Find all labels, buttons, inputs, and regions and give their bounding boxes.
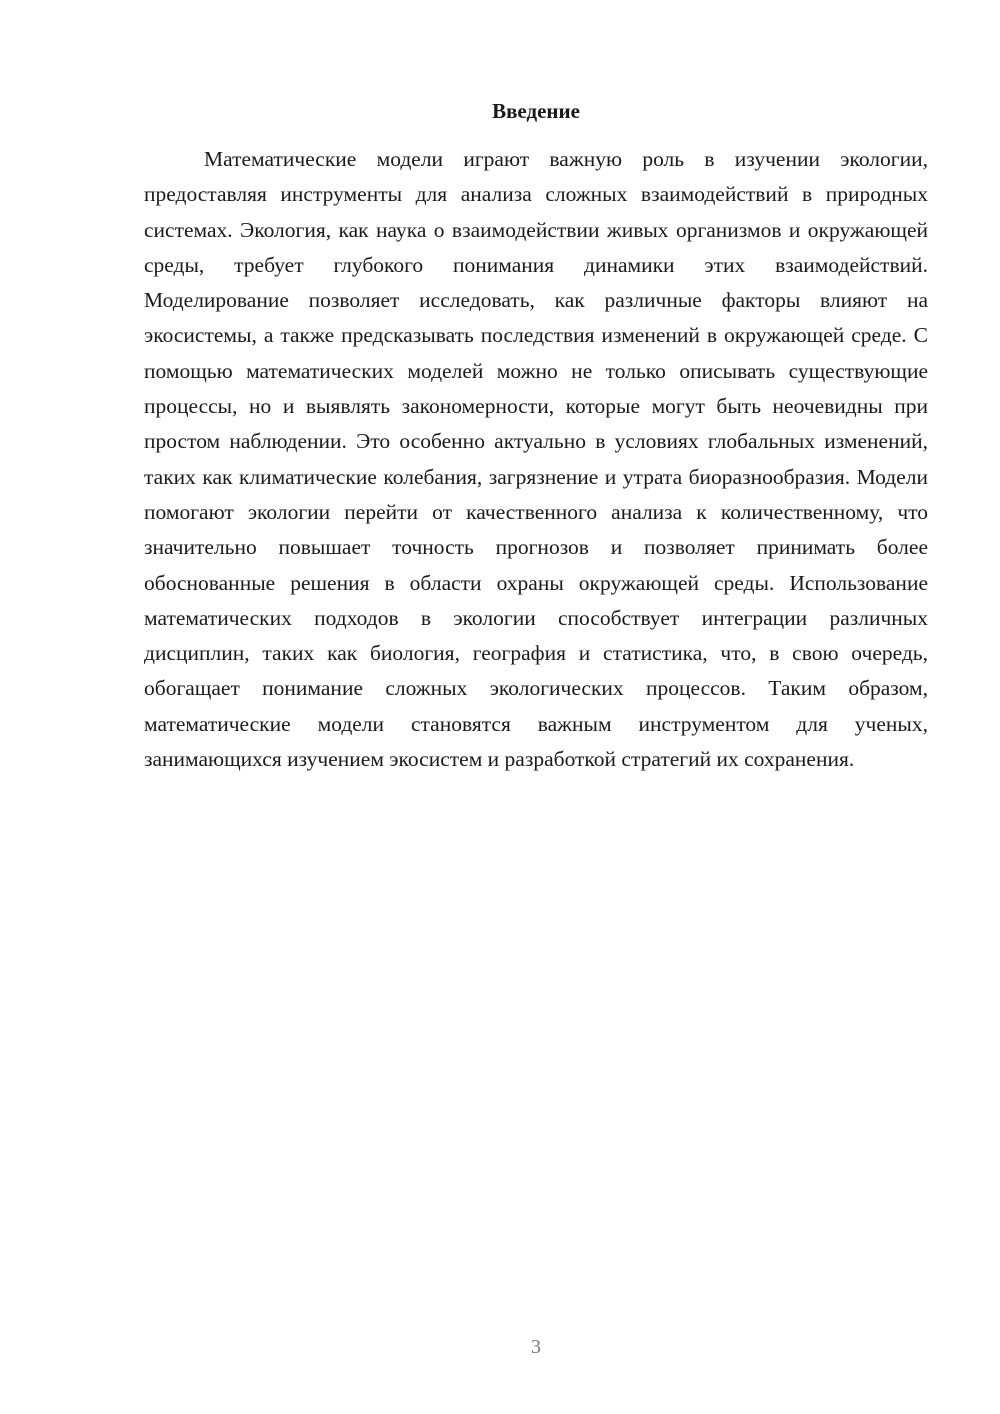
section-heading: Введение xyxy=(492,99,580,123)
body-paragraph: Математические модели играют важную роль в изучении экологии, предоставляя инструменты для анализа сложных взаимодействий в природных системах. Экология, как наука о взаимодействии живых организмов и окружающей среды, требует глубокого понимания динамики этих взаимодействий. Моделирование позволяет исследовать, как различные факторы влияют на экосистемы, а также предсказывать последствия изменений в окружающей среде. С помощью математических моделей можно не только описывать существующие процессы, но и выявлять закономерности, которые могут быть неочевидны при простом наблюдении. Это особенно актуально в условиях глобальных изменений, таких как климатические колебания, загрязнение и утрата биоразнообразия. Модели помогают экологии перейти от качественного анализа к количественному, что значительно повышает точность прогнозов и позволяет принимать более обоснованные решения в области охраны окружающей среды. Использование математических подходов в экологии способствует интеграции различных дисциплин, таких как биология, география и статистика, что, в свою очередь, обогащает понимание сложных экологических процессов. Таким образом, математические модели становятся важным инструментом для ученых, занимающихся изучением экосистем и разработкой стратегий их сохранения. xyxy=(144,147,928,772)
page-number: 3 xyxy=(531,1336,541,1358)
